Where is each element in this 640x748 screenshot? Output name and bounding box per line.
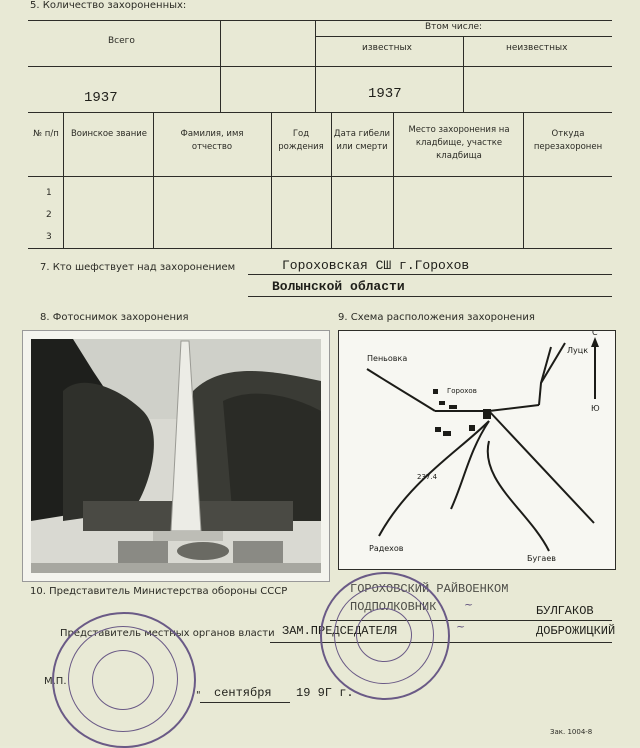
- memorial-photo: [22, 330, 330, 582]
- rep-title: ЗАМ.ПРЕДСЕДАТЕЛЯ: [282, 624, 398, 638]
- row-3: 3: [46, 232, 52, 242]
- officer-name: БУЛГАКОВ: [536, 604, 594, 618]
- officer-rank: ПОДПОЛКОВНИК: [350, 600, 437, 614]
- height-mark: 237.4: [417, 473, 438, 481]
- rep-label: Представитель местных органов власти: [60, 628, 275, 639]
- mp-label: М.П.: [44, 676, 67, 687]
- col-total: Всего: [108, 36, 135, 46]
- unknown-value: 1937: [368, 86, 402, 102]
- total-value: 1937: [84, 90, 118, 106]
- th-name: Фамилия, имя отчество: [180, 129, 244, 152]
- row-2: 2: [46, 210, 52, 220]
- south-mark: Ю: [591, 404, 600, 413]
- signature-1: ~: [464, 598, 474, 611]
- date-year: 19 9Г г.: [296, 686, 354, 700]
- th-number: № п/п: [33, 129, 59, 139]
- section5-title: 5. Количество захороненных:: [30, 0, 187, 11]
- place-lutsk: Луцк: [567, 346, 589, 355]
- sponsor-line2: Волынской области: [272, 279, 405, 294]
- section9-label: 9. Схема расположения захоронения: [338, 312, 535, 323]
- col-known: известных: [362, 43, 412, 53]
- th-reburied-from: Откуда перезахоронен: [533, 129, 603, 152]
- signature-2: ~: [456, 620, 466, 633]
- rep-name: ДОБРОЖИЦКИЙ: [536, 624, 616, 638]
- north-mark: С: [592, 331, 598, 337]
- sponsor-line1: Гороховская СШ г.Горохов: [282, 258, 470, 273]
- date-quote: ": [196, 690, 201, 701]
- org-name: ГОРОХОВСКИЙ РАЙВОЕНКОМ: [350, 582, 509, 596]
- section7-label: 7. Кто шефствует над захоронением: [40, 262, 236, 273]
- th-burial-place: Место захоронения на кладбище, участке кладбища: [408, 125, 510, 161]
- location-scheme: [338, 330, 616, 570]
- section8-label: 8. Фотоснимок захоронения: [40, 312, 189, 323]
- section10-label: 10. Представитель Министерства обороны СССР: [30, 586, 288, 597]
- place-bugaev: Бугаев: [527, 554, 556, 563]
- obelisk-photo-image: [23, 331, 329, 581]
- place-radekhov: Радехов: [369, 544, 404, 553]
- th-birth-year: Год рождения: [278, 129, 324, 152]
- row-1: 1: [46, 188, 52, 198]
- place-gorokhov: Горохов: [447, 387, 477, 395]
- scheme-map: [339, 331, 615, 569]
- date-month: сентября: [214, 686, 272, 700]
- footer-print: Зак. 1004-8: [550, 728, 593, 736]
- th-death-date: Дата гибели или смерти: [333, 129, 391, 152]
- col-including: Втом числе:: [425, 22, 483, 32]
- th-rank: Воинское звание: [70, 129, 148, 139]
- round-stamp-left: [52, 612, 196, 748]
- col-unknown: неизвестных: [506, 43, 568, 53]
- round-stamp-right: [320, 572, 450, 700]
- place-penkovka: Пеньовка: [367, 354, 408, 363]
